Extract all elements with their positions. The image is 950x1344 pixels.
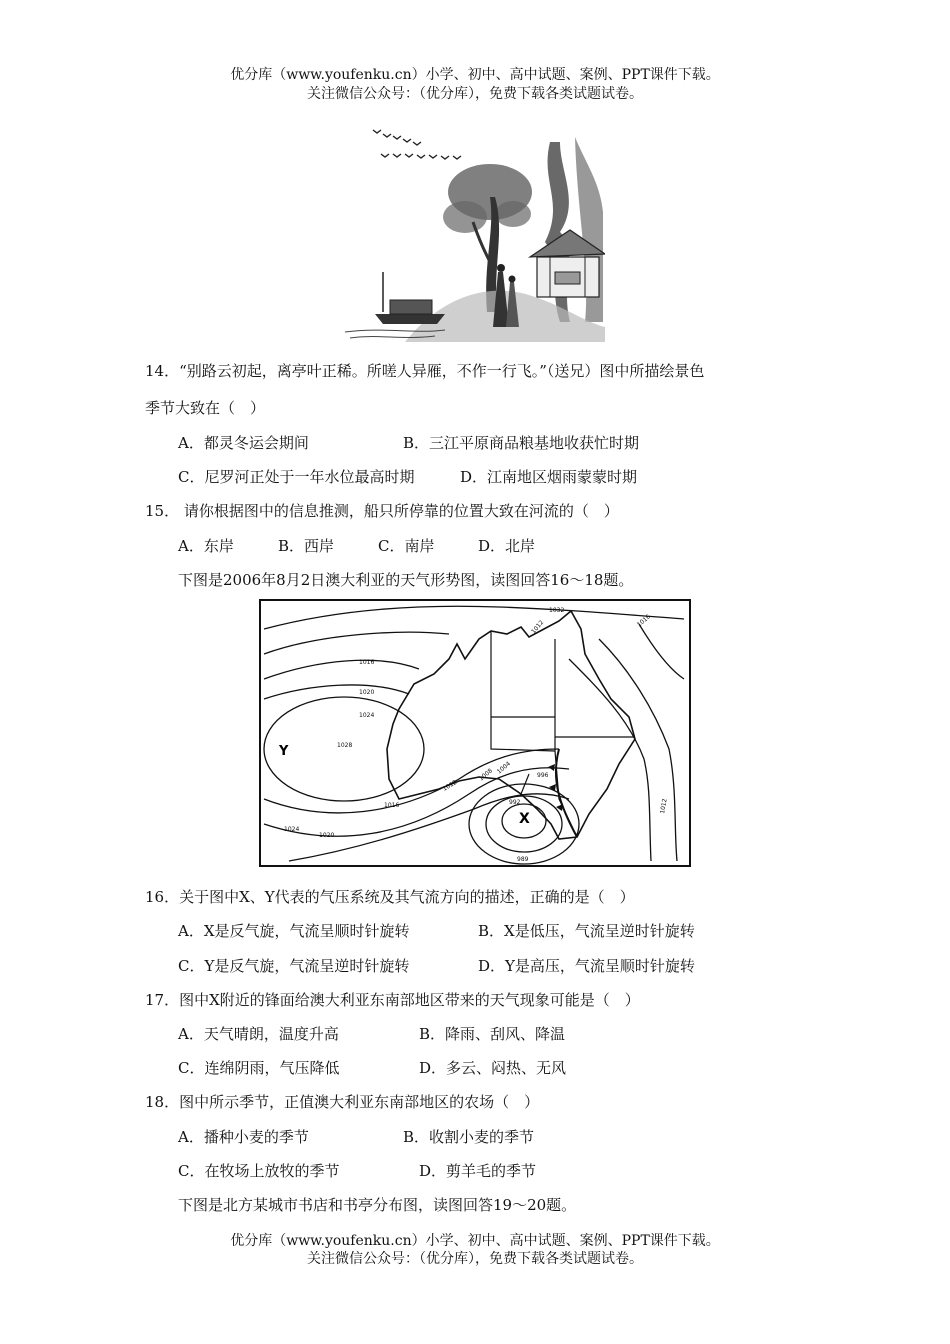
q16-option-b[interactable]: B．X是低压，气流呈逆时针旋转 bbox=[478, 922, 695, 940]
q15-option-c[interactable]: C．南岸 bbox=[378, 537, 435, 555]
q17-option-d[interactable]: D．多云、闷热、无风 bbox=[419, 1059, 567, 1077]
intro-16-18: 下图是2006年8月2日澳大利亚的天气形势图，读图回答16～18题。 bbox=[178, 571, 634, 589]
q16-option-c[interactable]: C．Y是反气旋，气流呈逆时针旋转 bbox=[178, 957, 410, 975]
q15-option-d[interactable]: D．北岸 bbox=[478, 537, 536, 555]
q14-stem-line-1: 14．“别路云初起，离亭叶正稀。所嗟人异雁，不作一行飞。”（送兄）图中所描绘景色 bbox=[145, 362, 705, 380]
isobar-label: 989 bbox=[517, 856, 529, 863]
header-line-1: 优分库（www.youfenku.cn）小学、初中、高中试题、案例、PPT课件下载。 bbox=[230, 67, 720, 83]
q14-option-a[interactable]: A．都灵冬运会期间 bbox=[178, 434, 309, 452]
q17-stem: 17．图中X附近的锋面给澳大利亚东南部地区带来的天气现象可能是（ ） bbox=[145, 991, 640, 1009]
isobar-label: 1012 bbox=[659, 798, 669, 815]
q14-option-d[interactable]: D．江南地区烟雨蒙蒙时期 bbox=[460, 468, 638, 486]
isobar-label: 1020 bbox=[359, 689, 375, 696]
landscape-painting-illustration bbox=[345, 122, 605, 342]
q16-stem: 16．关于图中X、Y代表的气压系统及其气流方向的描述，正确的是（ ） bbox=[145, 888, 635, 906]
q18-stem: 18．图中所示季节，正值澳大利亚东南部地区的农场（ ） bbox=[145, 1093, 540, 1111]
isobar-label: 1012 bbox=[530, 619, 546, 636]
isobar-label: 992 bbox=[509, 799, 521, 806]
isobar-label: 1028 bbox=[337, 742, 353, 749]
q18-option-d[interactable]: D．剪羊毛的季节 bbox=[419, 1162, 537, 1180]
q16-option-a[interactable]: A．X是反气旋，气流呈顺时针旋转 bbox=[178, 922, 410, 940]
header-line-2: 关注微信公众号：（优分库），免费下载各类试题试卷。 bbox=[307, 86, 643, 102]
q14-stem-line-2: 季节大致在（ ） bbox=[145, 399, 266, 417]
australia-weather-map bbox=[259, 599, 691, 867]
q14-option-c[interactable]: C．尼罗河正处于一年水位最高时期 bbox=[178, 468, 415, 486]
map-label-x: X bbox=[519, 811, 530, 827]
map-frame bbox=[260, 600, 690, 866]
isobar-label: 1004 bbox=[495, 760, 512, 776]
q17-option-c[interactable]: C．连绵阴雨，气压降低 bbox=[178, 1059, 340, 1077]
isobar-label: 1032 bbox=[549, 607, 565, 614]
map-label-y: Y bbox=[279, 744, 289, 759]
isobar-label: 1024 bbox=[359, 712, 375, 719]
isobar-label: 1016 bbox=[359, 659, 375, 666]
isobar-label: 1012 bbox=[441, 779, 459, 793]
isobar-label: 1016 bbox=[635, 613, 652, 629]
isobar-label: 1008 bbox=[477, 767, 494, 783]
isobar-label: 1020 bbox=[319, 832, 335, 839]
q15-stem: 15． 请你根据图中的信息推测，船只所停靠的位置大致在河流的（ ） bbox=[145, 502, 619, 520]
geese-icon bbox=[373, 130, 461, 159]
tree-icon bbox=[443, 164, 532, 312]
intro-19-20: 下图是北方某城市书店和书亭分布图，读图回答19～20题。 bbox=[178, 1196, 577, 1214]
isobar-label: 1016 bbox=[384, 802, 400, 809]
q18-option-a[interactable]: A．播种小麦的季节 bbox=[178, 1128, 309, 1146]
q17-option-a[interactable]: A．天气晴朗，温度升高 bbox=[178, 1025, 339, 1043]
q17-option-b[interactable]: B．降雨、刮风、降温 bbox=[419, 1025, 566, 1043]
q18-option-c[interactable]: C．在牧场上放牧的季节 bbox=[178, 1162, 340, 1180]
isobar-label: 1024 bbox=[284, 826, 300, 833]
footer-line-2: 关注微信公众号：（优分库），免费下载各类试题试卷。 bbox=[307, 1251, 643, 1267]
footer-line-1: 优分库（www.youfenku.cn）小学、初中、高中试题、案例、PPT课件下载。 bbox=[230, 1233, 720, 1249]
q14-option-b[interactable]: B．三江平原商品粮基地收获忙时期 bbox=[403, 434, 640, 452]
q18-option-b[interactable]: B．收割小麦的季节 bbox=[403, 1128, 535, 1146]
isobar-label: 996 bbox=[537, 772, 549, 779]
q15-option-a[interactable]: A．东岸 bbox=[178, 537, 234, 555]
q16-option-d[interactable]: D．Y是高压，气流呈顺时针旋转 bbox=[478, 957, 695, 975]
q15-option-b[interactable]: B．西岸 bbox=[278, 537, 335, 555]
